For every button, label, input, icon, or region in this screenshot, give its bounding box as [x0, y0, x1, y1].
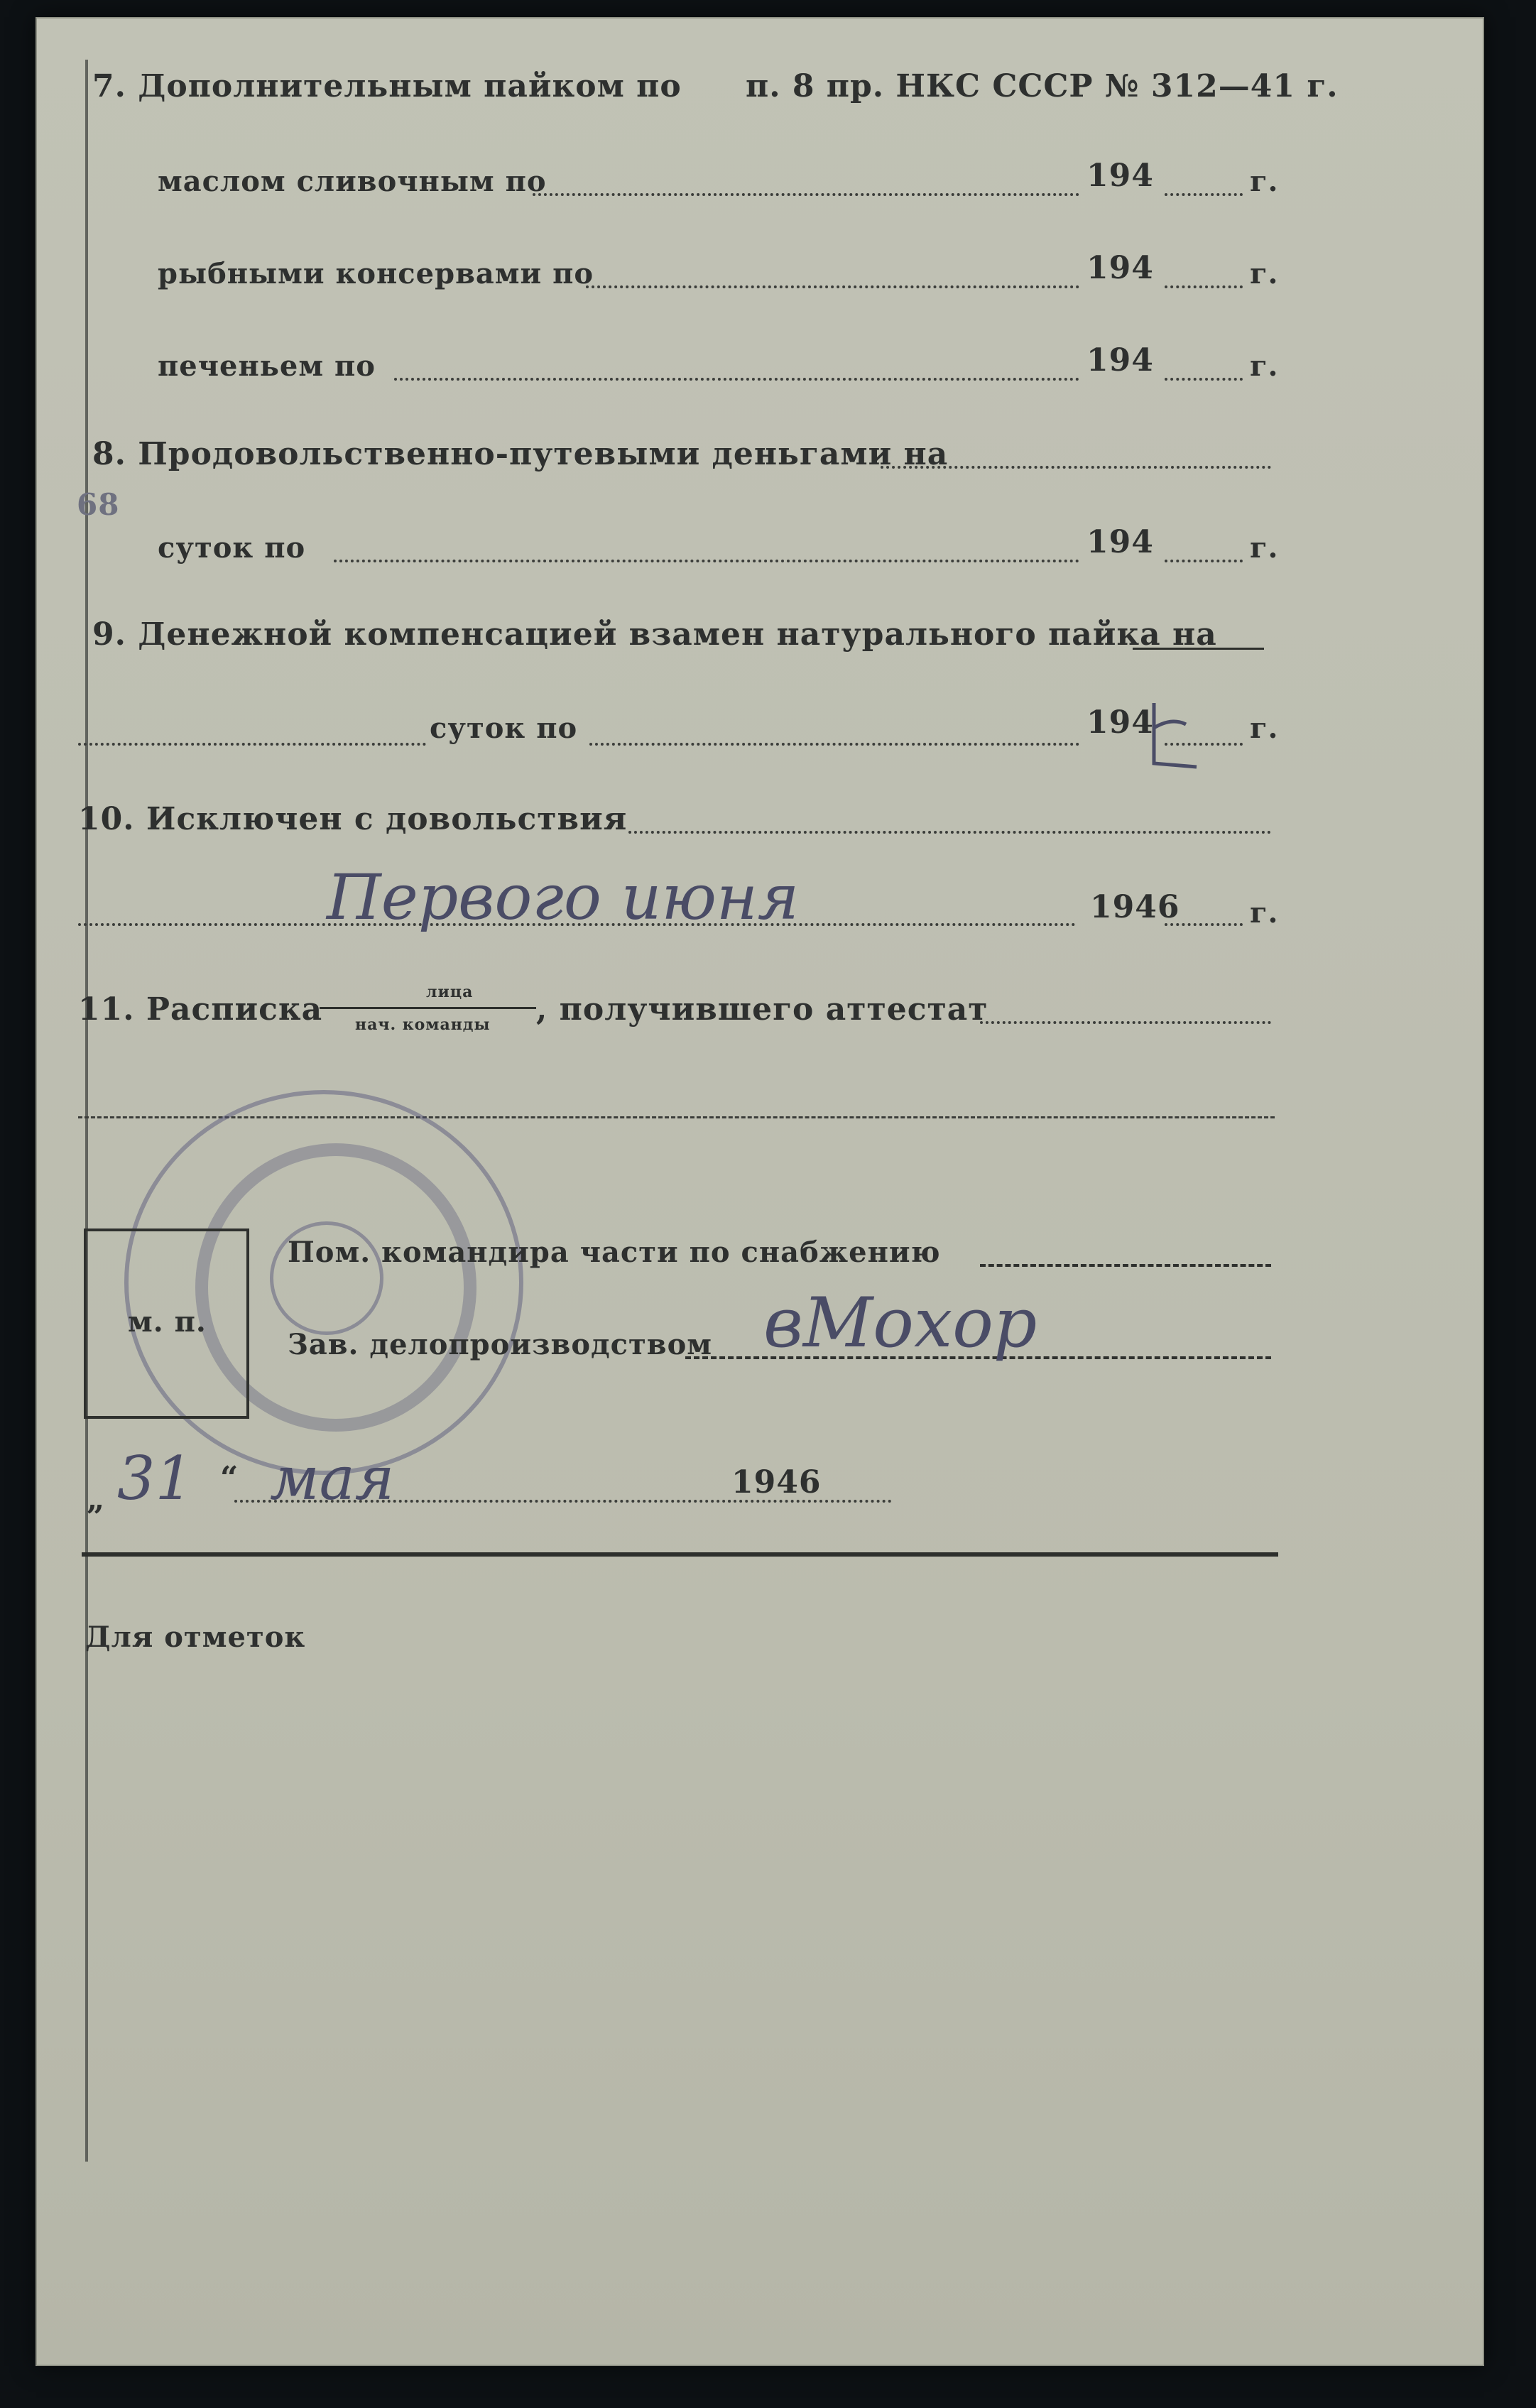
item7-row3-line — [394, 378, 1079, 381]
item8-row-line — [334, 560, 1079, 562]
margin-mark: 68 — [77, 487, 120, 522]
item9-year: 194 — [1086, 704, 1154, 741]
item11-label: 11. Расписка — [78, 991, 323, 1028]
separator-line — [82, 1552, 1278, 1557]
item8-line — [881, 466, 1271, 469]
item7-row1-label: маслом сливочным по — [158, 165, 547, 198]
item7-row2-suffix: г. — [1250, 257, 1279, 290]
item8-year: 194 — [1086, 524, 1154, 560]
item11-fraction-bar — [320, 1007, 536, 1009]
date-month: мая — [270, 1444, 395, 1513]
item7-row2-label: рыбными консервами по — [158, 257, 594, 290]
item7-row3-year-line — [1165, 378, 1243, 381]
item11-fraction-bottom: нач. команды — [355, 1015, 491, 1034]
item7-row1-year: 194 — [1086, 158, 1154, 194]
item10-year-line — [1165, 923, 1243, 926]
item7-row2-year-line — [1165, 285, 1243, 288]
item10-year: 1946 — [1090, 889, 1180, 925]
correction-mark — [1140, 696, 1204, 774]
date-year: 1946 — [731, 1464, 822, 1500]
item10-handwritten: Первого июня — [327, 861, 800, 934]
left-margin-line — [85, 60, 88, 2162]
item7-row3-label: печеньем по — [158, 349, 376, 383]
item7-row2-line — [586, 285, 1079, 288]
item8-label: 8. Продовольственно-путевыми деньгами на — [92, 436, 949, 472]
item10-suffix: г. — [1250, 896, 1279, 930]
item11-line — [980, 1021, 1271, 1024]
item9-suffix: г. — [1250, 712, 1279, 745]
item9-row-label: суток по — [430, 712, 578, 745]
notes-label: Для отметок — [85, 1620, 306, 1654]
item8-suffix: г. — [1250, 531, 1279, 565]
production-label: Зав. делопроизводством — [288, 1328, 713, 1361]
item9-line — [1133, 648, 1264, 650]
item10-line — [628, 831, 1271, 834]
seal-label: м. п. — [128, 1305, 207, 1339]
item7-row1-line — [533, 193, 1079, 196]
item9-row-line — [589, 743, 1079, 746]
supply-label: Пом. командира части по снабжению — [288, 1236, 941, 1269]
item7-row2-year: 194 — [1086, 250, 1154, 286]
date-year-line — [728, 1500, 891, 1503]
item7-row3-suffix: г. — [1250, 349, 1279, 383]
date-open-quote: „ — [87, 1481, 106, 1518]
supply-signature-line — [980, 1264, 1271, 1267]
production-signature: вМохор — [763, 1283, 1037, 1363]
item9-prefix-line — [78, 743, 426, 746]
item7-row1-year-line — [1165, 193, 1243, 196]
item11-fraction-top: лица — [426, 983, 474, 1001]
item11-label-end: , получившего аттестат — [536, 991, 988, 1028]
item8-year-line — [1165, 560, 1243, 562]
date-close-quote: “ — [220, 1460, 239, 1496]
item7-row1-suffix: г. — [1250, 165, 1279, 198]
item8-row-label: суток по — [158, 531, 306, 565]
item7-label: 7. Дополнительным пайком по — [92, 68, 682, 104]
item7-row3-year: 194 — [1086, 342, 1154, 378]
item9-label: 9. Денежной компенсацией взамен натурального пайка на — [92, 616, 1217, 653]
item10-label: 10. Исключен с довольствия — [78, 801, 628, 837]
item7-ref: п. 8 пр. НКС СССР № 312—41 г. — [746, 68, 1339, 104]
date-day: 31 — [117, 1444, 193, 1513]
